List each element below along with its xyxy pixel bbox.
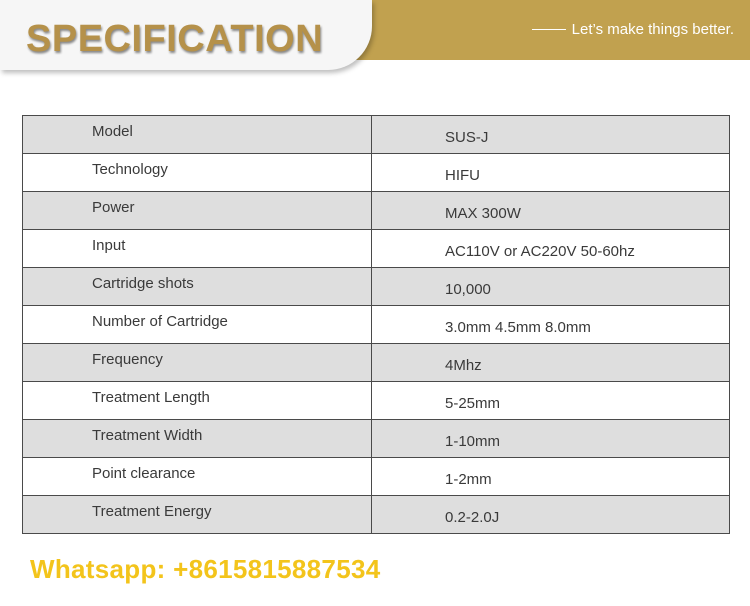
table-row [23, 458, 730, 496]
spec-label-cell [23, 116, 372, 154]
spec-value-cell [372, 382, 730, 420]
table-row [23, 116, 730, 154]
spec-value-cell [372, 154, 730, 192]
spec-value-cell [372, 420, 730, 458]
spec-value: 0.2-2.0J [445, 509, 500, 526]
table-row [23, 496, 730, 534]
spec-value: MAX 300W [445, 205, 521, 222]
spec-label: Treatment Width [92, 427, 203, 444]
spec-value-cell [372, 496, 730, 534]
spec-label: Power [92, 199, 135, 216]
spec-label-cell [23, 382, 372, 420]
spec-value: AC110V or AC220V 50-60hz [445, 243, 635, 260]
spec-label-cell [23, 154, 372, 192]
spec-label-cell [23, 420, 372, 458]
table-row [23, 344, 730, 382]
spec-label-cell [23, 268, 372, 306]
spec-label-cell [23, 230, 372, 268]
spec-value-cell [372, 268, 730, 306]
spec-label: Cartridge shots [92, 275, 194, 292]
slogan [532, 21, 734, 38]
spec-label: Point clearance [92, 465, 196, 482]
table-row [23, 192, 730, 230]
table-row [23, 382, 730, 420]
table-row [23, 230, 730, 268]
spec-value: HIFU [445, 167, 480, 184]
spec-label-cell [23, 496, 372, 534]
spec-label: Treatment Length [92, 389, 210, 406]
table-row [23, 420, 730, 458]
spec-value-cell [372, 116, 730, 154]
spec-value: 5-25mm [445, 395, 501, 412]
spec-label-cell [23, 192, 372, 230]
spec-label: Model [92, 123, 133, 140]
spec-label: Frequency [92, 351, 163, 368]
spec-value: 1-10mm [445, 433, 501, 450]
slogan-text: Let’s make things better. [571, 21, 734, 38]
spec-value-cell [372, 458, 730, 496]
spec-label-cell [23, 344, 372, 382]
page-title: SPECIFICATION [26, 18, 324, 60]
spec-value: 4Mhz [445, 357, 482, 374]
table-row [23, 306, 730, 344]
spec-value-cell [372, 192, 730, 230]
specification-table [22, 115, 730, 534]
spec-value-cell [372, 344, 730, 382]
spec-value: 1-2mm [445, 471, 492, 488]
spec-label-cell [23, 306, 372, 344]
spec-label-cell [23, 458, 372, 496]
spec-value: 10,000 [445, 281, 491, 298]
spec-label: Input [92, 237, 126, 254]
table-row [23, 154, 730, 192]
slogan-divider [532, 29, 566, 30]
table-row [23, 268, 730, 306]
spec-label: Treatment Energy [92, 503, 212, 520]
spec-label: Technology [92, 161, 168, 178]
spec-value-cell [372, 306, 730, 344]
spec-value: SUS-J [445, 129, 489, 146]
title-tab [0, 0, 372, 70]
spec-value: 3.0mm 4.5mm 8.0mm [445, 319, 591, 336]
spec-label: Number of Cartridge [92, 313, 228, 330]
whatsapp-contact: Whatsapp: +8615815887534 [30, 554, 381, 584]
spec-value-cell [372, 230, 730, 268]
